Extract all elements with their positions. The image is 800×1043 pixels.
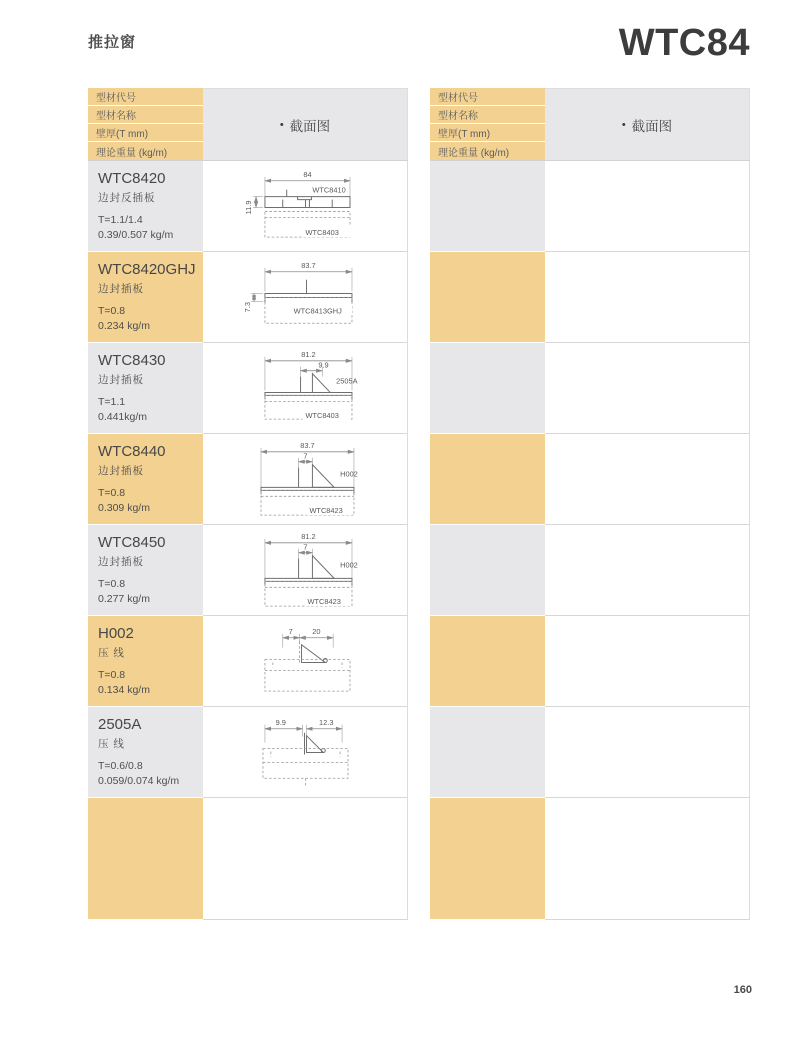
profile-outline	[265, 556, 352, 586]
empty-diagram-cell	[203, 798, 408, 920]
thickness-value: T=0.8	[98, 668, 126, 681]
table-row	[88, 707, 408, 798]
section-diagram-h002	[203, 616, 407, 706]
empty-info-cell	[430, 798, 545, 920]
dimension-label: 7	[303, 542, 308, 552]
header-field-column	[430, 88, 545, 160]
dimension-label: 7	[288, 626, 293, 636]
dimension-label: 83.7	[300, 440, 315, 450]
weight-value: 0.234 kg/m	[98, 320, 150, 333]
weight-value: 0.134 kg/m	[98, 684, 150, 697]
table-row-empty	[430, 252, 750, 343]
profile-specs	[98, 668, 195, 700]
section-view-label: 截面图	[289, 118, 331, 134]
table-row	[88, 343, 408, 434]
dimension-label: 83.7	[301, 260, 316, 270]
empty-info-cell	[430, 343, 545, 434]
section-diagram-wtc8440	[203, 434, 407, 524]
part-label: WTC8423	[309, 506, 343, 516]
part-label: H002	[340, 469, 358, 479]
profile-outline	[300, 642, 328, 664]
profile-specs	[98, 213, 195, 245]
dimension-label: 81.2	[301, 531, 316, 541]
profile-code: WTC8430	[98, 352, 166, 369]
table-row-empty	[430, 161, 750, 252]
part-label: WTC8403	[305, 228, 339, 238]
dimension-label: 20	[312, 626, 321, 636]
empty-info-cell	[430, 252, 545, 343]
header-profile-name: 型材名称	[88, 106, 203, 123]
profile-info-cell	[88, 707, 203, 798]
dimension-label: 12.3	[319, 717, 334, 727]
dimension-label: 81.2	[301, 349, 316, 359]
profile-name: 边封插板	[98, 465, 144, 477]
dimension-label: 9.9	[275, 717, 286, 727]
empty-diagram-cell	[545, 798, 750, 920]
profile-info-cell	[88, 343, 203, 434]
weight-value: 0.309 kg/m	[98, 502, 150, 515]
profile-info-cell	[88, 616, 203, 707]
bullet-icon: •	[279, 118, 284, 131]
bullet-icon: •	[621, 118, 626, 131]
header-theoretical-weight: 理论重量 (kg/m)	[430, 142, 545, 160]
mating-profile-outline	[265, 660, 350, 692]
profile-code: H002	[98, 625, 134, 642]
header-wall-thickness: 壁厚(T mm)	[88, 124, 203, 141]
page-number: 160	[733, 984, 752, 996]
table-row-empty	[430, 434, 750, 525]
empty-info-cell	[430, 161, 545, 252]
table-row	[88, 525, 408, 616]
thickness-value: T=1.1/1.4	[98, 213, 143, 226]
dimension-lines	[265, 539, 352, 579]
section-diagram-wtc8430	[203, 343, 407, 433]
section-diagram-wtc8450	[203, 525, 407, 615]
dimension-label: 7.3	[243, 302, 253, 313]
header-profile-name: 型材名称	[430, 106, 545, 123]
part-label: WTC8423	[307, 597, 341, 607]
section-diagram-wtc8420	[203, 161, 407, 251]
profile-name: 边封插板	[98, 556, 144, 568]
table-header	[430, 88, 750, 161]
header-theoretical-weight: 理论重量 (kg/m)	[88, 142, 203, 160]
series-title: WTC84	[618, 22, 750, 64]
dimension-label: 7	[303, 451, 308, 461]
section-view-label: 截面图	[631, 118, 673, 134]
table-row	[88, 434, 408, 525]
section-diagram-cell	[203, 616, 408, 707]
thickness-value: T=0.8	[98, 577, 126, 590]
table-row-empty	[430, 525, 750, 616]
section-diagram-cell	[203, 343, 408, 434]
table-row	[88, 616, 408, 707]
dimension-lines	[251, 268, 352, 302]
thickness-value: T=1.1	[98, 395, 126, 408]
table-row-empty	[430, 707, 750, 798]
section-diagram-cell	[203, 161, 408, 252]
section-diagram-cell	[203, 434, 408, 525]
profile-specs	[98, 577, 195, 609]
profile-code: WTC8420GHJ	[98, 261, 196, 278]
empty-info-cell	[88, 798, 203, 920]
thickness-value: T=0.6/0.8	[98, 759, 143, 772]
empty-info-cell	[430, 616, 545, 707]
header-profile-code: 型材代号	[430, 88, 545, 105]
section-diagram-2505a	[203, 707, 407, 797]
profile-name: 边封插板	[98, 374, 144, 386]
empty-info-cell	[430, 707, 545, 798]
profile-name: 压 线	[98, 647, 125, 659]
thickness-value: T=0.8	[98, 486, 126, 499]
section-diagram-cell	[203, 707, 408, 798]
weight-value: 0.059/0.074 kg/m	[98, 775, 180, 788]
table-row-empty	[430, 798, 750, 920]
empty-diagram-cell	[545, 252, 750, 343]
header-section-view	[545, 88, 750, 160]
header-field-column	[88, 88, 203, 160]
profile-info-cell	[88, 252, 203, 343]
profile-specs	[98, 486, 195, 518]
header-section-view	[203, 88, 408, 160]
weight-value: 0.277 kg/m	[98, 593, 150, 606]
right-spec-table	[430, 88, 750, 920]
dimension-label: 11.9	[244, 200, 254, 215]
table-row	[88, 161, 408, 252]
table-row-empty	[430, 343, 750, 434]
header-profile-code: 型材代号	[88, 88, 203, 105]
section-diagram-wtc8420ghj	[203, 252, 407, 342]
profile-info-cell	[88, 525, 203, 616]
part-label: H002	[340, 560, 358, 570]
part-label: WTC8403	[305, 411, 339, 421]
profile-name: 边封插板	[98, 283, 144, 295]
table-row	[88, 252, 408, 343]
dimension-label: 84	[303, 169, 312, 179]
profile-code: WTC8420	[98, 170, 166, 187]
table-row-empty	[88, 798, 408, 920]
section-diagram-cell	[203, 252, 408, 343]
empty-diagram-cell	[545, 161, 750, 252]
left-spec-table	[88, 88, 408, 920]
header-wall-thickness: 壁厚(T mm)	[430, 124, 545, 141]
weight-value: 0.39/0.507 kg/m	[98, 229, 174, 242]
dimension-label: 9.9	[318, 360, 329, 370]
profile-name: 边封反插板	[98, 192, 156, 204]
empty-diagram-cell	[545, 707, 750, 798]
profile-code: WTC8450	[98, 534, 166, 551]
empty-diagram-cell	[545, 616, 750, 707]
dimension-lines	[283, 634, 333, 648]
part-label: WTC8410	[312, 185, 346, 195]
empty-diagram-cell	[545, 343, 750, 434]
part-label: WTC8413GHJ	[293, 306, 342, 316]
table-header	[88, 88, 408, 161]
profile-code: WTC8440	[98, 443, 166, 460]
section-diagram-cell	[203, 525, 408, 616]
dimension-lines	[265, 725, 342, 743]
mating-profile-outline	[263, 749, 348, 787]
profile-specs	[98, 759, 195, 791]
weight-value: 0.441kg/m	[98, 411, 148, 424]
profile-name: 压 线	[98, 738, 125, 750]
profile-specs	[98, 304, 195, 336]
profile-info-cell	[88, 161, 203, 252]
profile-info-cell	[88, 434, 203, 525]
profile-outline	[265, 280, 352, 303]
table-row-empty	[430, 616, 750, 707]
empty-info-cell	[430, 434, 545, 525]
profile-code: 2505A	[98, 716, 142, 733]
empty-info-cell	[430, 525, 545, 616]
part-label: 2505A	[336, 376, 358, 386]
empty-diagram-cell	[545, 434, 750, 525]
profile-outline	[305, 733, 326, 755]
empty-diagram-cell	[545, 525, 750, 616]
category-title: 推拉窗	[88, 34, 137, 51]
thickness-value: T=0.8	[98, 304, 126, 317]
profile-specs	[98, 395, 195, 427]
